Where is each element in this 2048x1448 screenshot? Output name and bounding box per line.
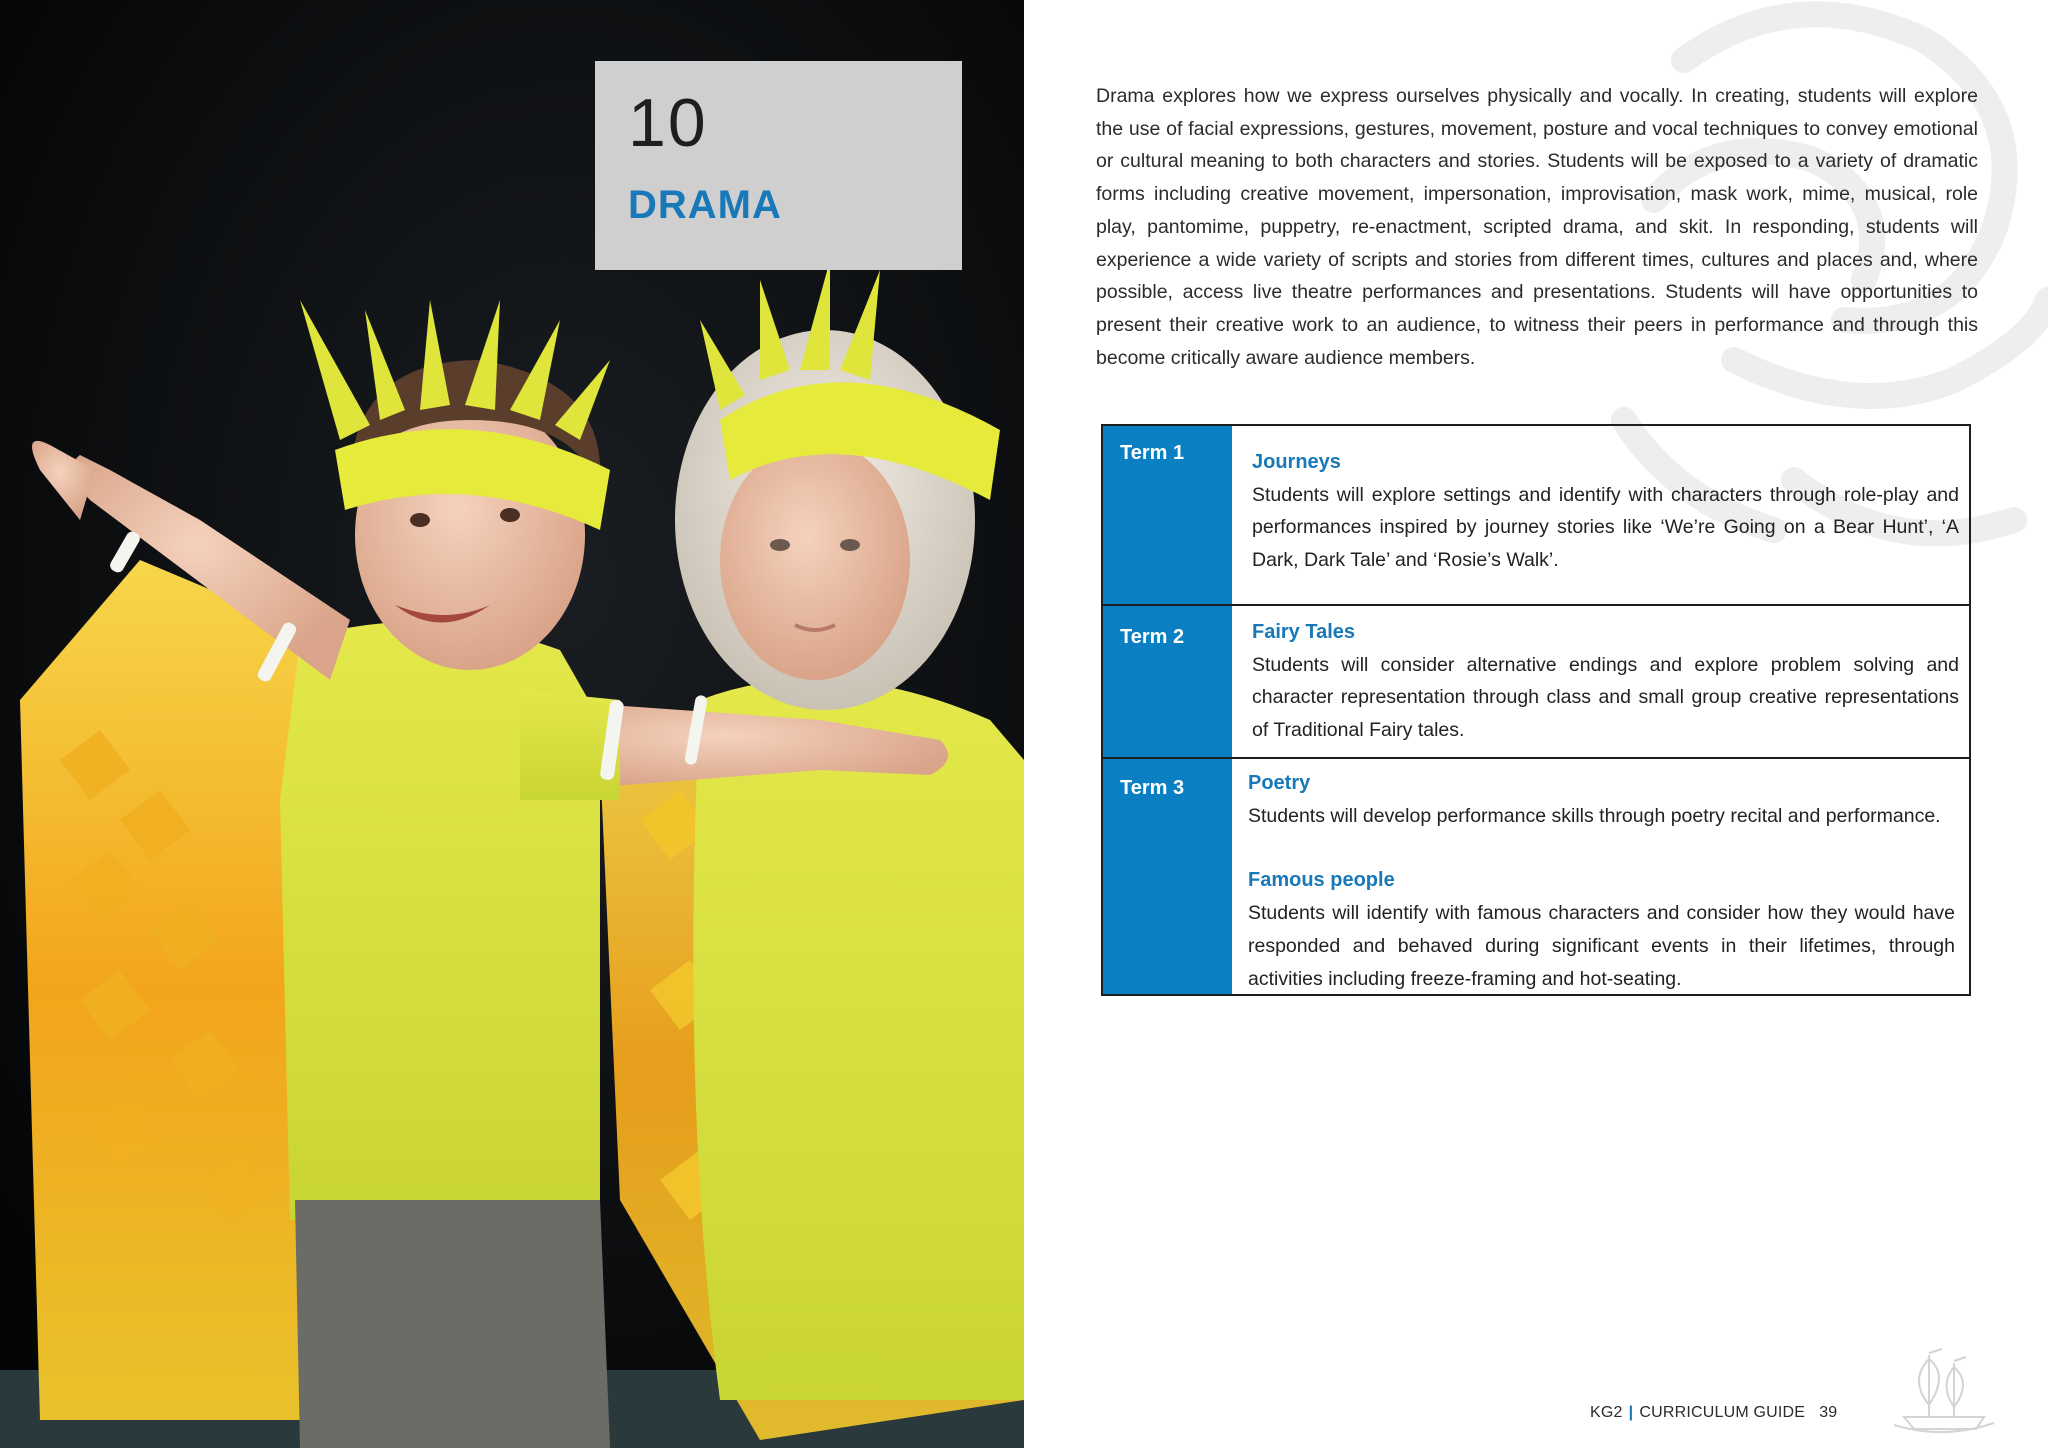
page-footer (1590, 1404, 1837, 1422)
term-label: Term 3 (1103, 759, 1232, 994)
topic-description: Students will explore settings and identify with characters through role-play and performances inspired by journey stories like ‘We’re Going on a Bear Hunt’, ‘A Dark, Dark Tale’ and ‘Rosie’s Walk’. (1252, 483, 1959, 572)
topic-description: Students will identify with famous characters and consider how they would have responded and behaved during significant events in their lifetimes, through activities including freeze-framing and hot-seating. (1248, 902, 1955, 990)
term-row (1103, 604, 1969, 757)
terms-table (1101, 424, 1971, 996)
text-page (1024, 0, 2048, 1448)
topic-description: Students will consider alternative endings and explore problem solving and character representation through class and small group creative representations of Traditional Fairy tales. (1252, 653, 1959, 742)
topic-title: Poetry (1248, 772, 1311, 794)
footer-grade: KG2 (1590, 1404, 1623, 1421)
ship-logo-icon (1884, 1345, 2004, 1445)
term-label: Term 2 (1103, 606, 1232, 757)
chapter-number: 10 (628, 85, 708, 161)
footer-separator: | (1628, 1404, 1634, 1421)
term-content (1232, 759, 1969, 994)
topic-description: Students will develop performance skills through poetry recital and performance. (1248, 804, 1941, 827)
intro-paragraph: Drama explores how we express ourselves physically and vocally. In creating, students will explore the use of facial expressions, gestures, movement, posture and vocal techniques to convey emotional or cultural meaning to both characters and stories. Students will be exposed to a variety of dramatic forms including creative movement, impersonation, improvisation, mask work, mime, musical, role play, pantomime, puppetry, re-enactment, scripted drama, and skit. In responding, students will experience a wide variety of scripts and stories from different times, cultures and places and, where possible, access live theatre performances and presentations. Students will have opportunities to present their creative work to an audience, to witness their peers in performance and through this become critically aware audience members. (1096, 85, 1978, 369)
topic-title: Famous people (1248, 869, 1395, 892)
term-row (1103, 426, 1969, 604)
term-label: Term 1 (1103, 426, 1232, 604)
chapter-heading-box (595, 61, 962, 270)
chapter-title: DRAMA (628, 183, 782, 227)
topic-title: Journeys (1252, 451, 1341, 473)
footer-guide-title: CURRICULUM GUIDE (1639, 1404, 1806, 1421)
term-row (1103, 757, 1969, 994)
term-content (1232, 606, 1969, 757)
topic-title: Fairy Tales (1252, 621, 1356, 643)
page-number: 39 (1819, 1404, 1838, 1421)
term-content (1232, 426, 1969, 604)
